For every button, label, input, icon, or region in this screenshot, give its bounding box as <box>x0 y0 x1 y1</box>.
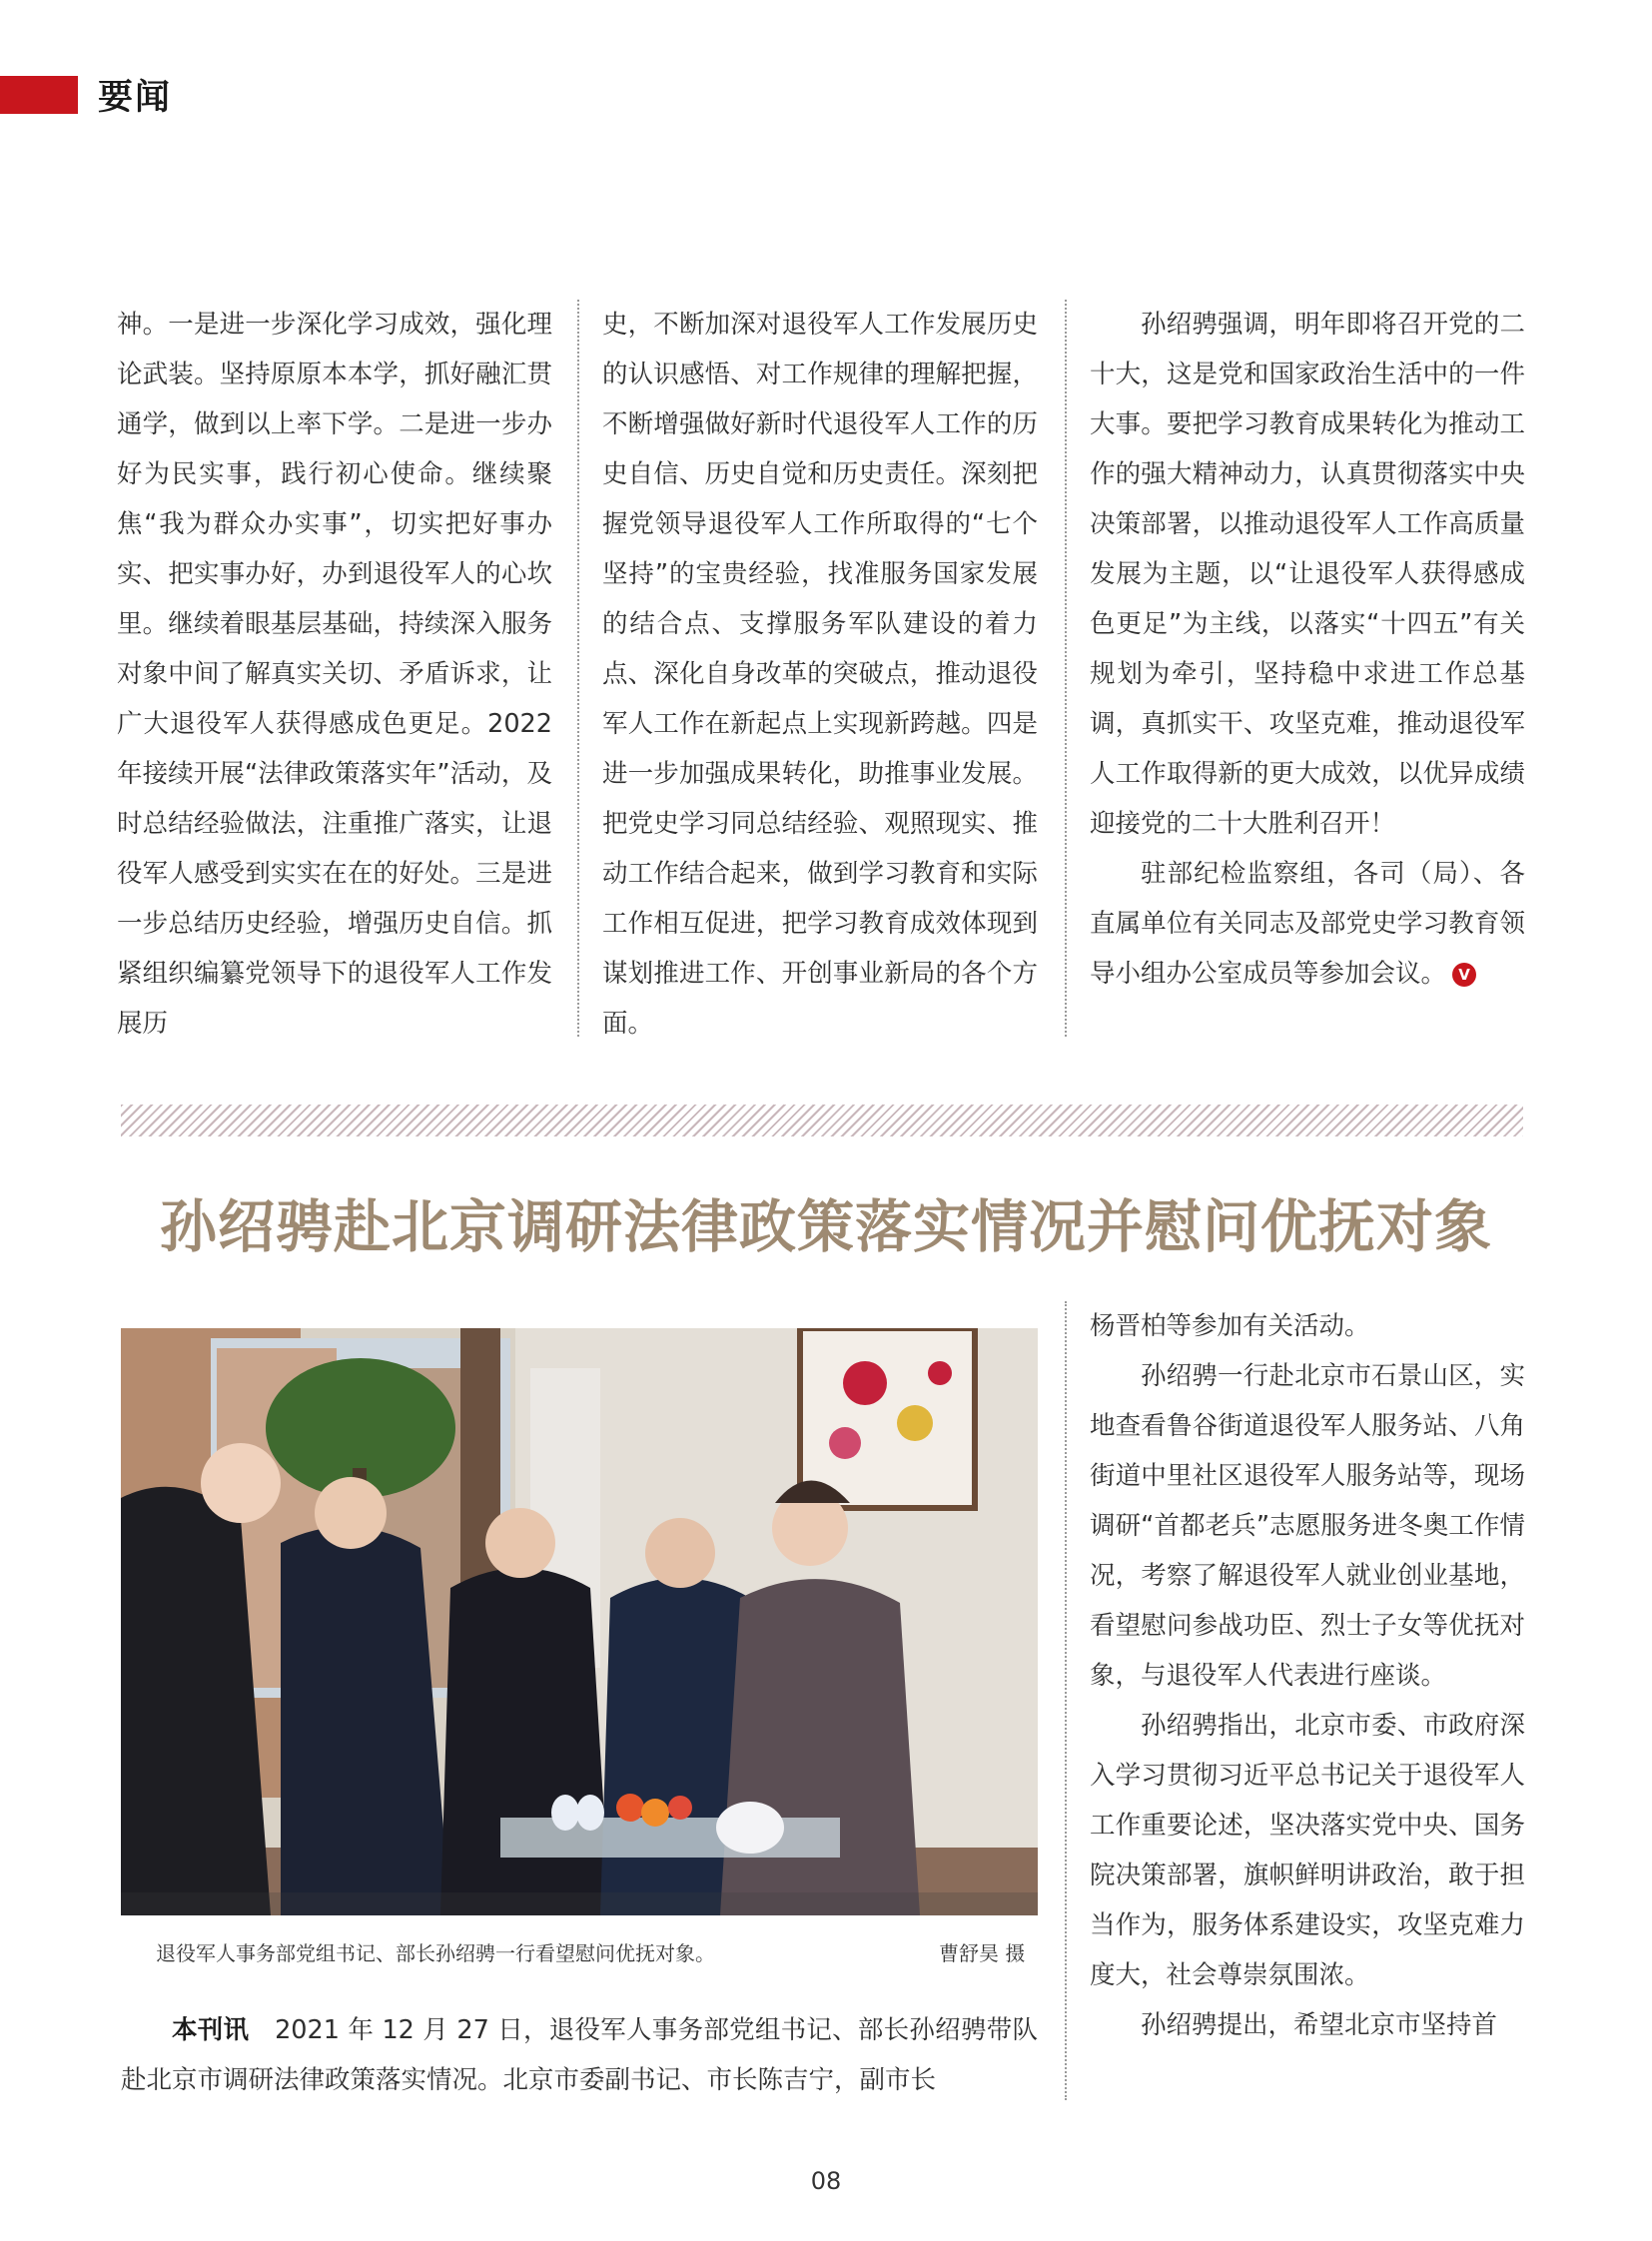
section-title: 要闻 <box>98 78 173 118</box>
lead-label: 本刊讯 <box>172 2015 250 2045</box>
photo-illustration <box>121 1328 1038 1915</box>
paragraph: 神。一是进一步深化学习成效，强化理论武装。坚持原原本本学，抓好融汇贯通学，做到以上率下学。二是进一步办好为民实事，践行初心使命。继续聚焦“我为群众办实事”，切实把好事办实、把实事办好，办到退役军人的心坎里。继续着眼基层基础，持续深入服务对象中间了解真实关切、矛盾诉求，让广大退役军人获得感成色更足。2022 年接续开展“法律政策落实年”活动，及时总结经验做法，注重推广落实，让退役军人感受到实实在在的好处。三是进一步总结历史经验，增强历史自信。抓紧组织编纂党领导下的退役军人工作发展历 <box>117 310 552 1039</box>
end-mark-v-icon: V <box>1452 963 1476 987</box>
photo-caption: 退役军人事务部党组书记、部长孙绍骋一行看望慰问优抚对象。 <box>156 1941 715 1965</box>
top-article-column-2 <box>602 300 1038 1049</box>
photo-credit: 曹舒昊 摄 <box>939 1941 1026 1965</box>
lead-paragraph <box>121 2005 1038 2105</box>
column-divider <box>577 300 579 1037</box>
hatched-divider <box>121 1105 1523 1136</box>
paragraph-text: 驻部纪检监察组，各司（局）、各直属单位有关同志及部党史学习教育领导小组办公室成员等参加会议。 <box>1090 859 1525 989</box>
article-headline: 孙绍骋赴北京调研法律政策落实情况并慰问优抚对象 <box>160 1194 1492 1260</box>
lead-text: 2021 年 12 月 27 日，退役军人事务部党组书记、部长孙绍骋带队赴北京市调研法律政策落实情况。北京市委副书记、市长陈吉宁，副市长 <box>121 2015 1038 2095</box>
paragraph: 史，不断加深对退役军人工作发展历史的认识感悟、对工作规律的理解把握，不断增强做好新时代退役军人工作的历史自信、历史自觉和历史责任。深刻把握党领导退役军人工作所取得的“七个坚持”的宝贵经验，找准服务国家发展的结合点、支撑服务军队建设的着力点、深化自身改革的突破点，推动退役军人工作在新起点上实现新跨越。四是进一步加强成果转化，助推事业发展。把党史学习同总结经验、观照现实、推动工作结合起来，做到学习教育和实际工作相互促进，把学习教育成效体现到谋划推进工作、开创事业新局的各个方面。 <box>602 310 1038 1039</box>
section-marker-bar <box>0 76 78 114</box>
paragraph: 杨晋柏等参加有关活动。 <box>1090 1311 1370 1341</box>
bottom-article-right-column <box>1090 1301 1525 2050</box>
column-divider <box>1065 300 1067 1037</box>
top-article-column-3 <box>1090 300 1525 999</box>
paragraph-closing <box>1090 849 1525 999</box>
top-article-column-1 <box>117 300 552 1049</box>
bottom-article-lead <box>121 2005 1038 2105</box>
paragraph: 孙绍骋强调，明年即将召开党的二十大，这是党和国家政治生活中的一件大事。要把学习教育成果转化为推动工作的强大精神动力，认真贯彻落实中央决策部署，以推动退役军人工作高质量发展为主题，以“让退役军人获得感成色更足”为主线，以落实“十四五”有关规划为牵引，坚持稳中求进工作总基调，真抓实干、攻坚克难，推动退役军人工作取得新的更大成效，以优异成绩迎接党的二十大胜利召开！ <box>1090 310 1525 839</box>
paragraph: 孙绍骋指出，北京市委、市政府深入学习贯彻习近平总书记关于退役军人工作重要论述，坚决落实党中央、国务院决策部署，旗帜鲜明讲政治，敢于担当作为，服务体系建设实，攻坚克难力度大，社会尊崇氛围浓。 <box>1090 1711 1525 1990</box>
column-divider <box>1065 1301 1067 2100</box>
page-number: 08 <box>810 2167 842 2195</box>
paragraph: 孙绍骋提出，希望北京市坚持首 <box>1141 2010 1498 2040</box>
paragraph: 孙绍骋一行赴北京市石景山区，实地查看鲁谷街道退役军人服务站、八角街道中里社区退役军人服务站等，现场调研“首都老兵”志愿服务进冬奥工作情况，考察了解退役军人就业创业基地，看望慰问参战功臣、烈士子女等优抚对象，与退役军人代表进行座谈。 <box>1090 1361 1525 1691</box>
article-photo <box>121 1328 1038 1915</box>
